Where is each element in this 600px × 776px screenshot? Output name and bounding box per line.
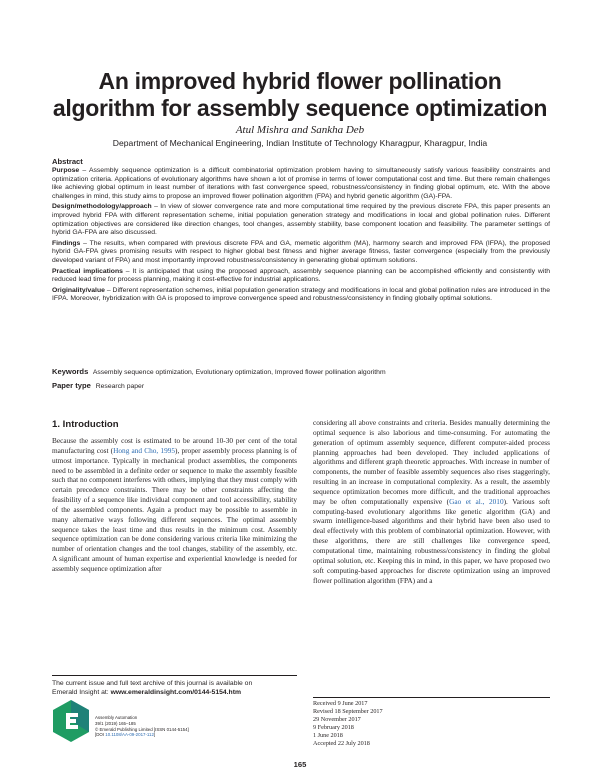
abstract-purpose <box>52 167 550 201</box>
journal-name: Assembly Automation <box>95 715 138 720</box>
section-heading-introduction: 1. Introduction <box>52 419 119 430</box>
keywords-text: Assembly sequence optimization, Evolutionary optimization, Improved flower pollination algorithm <box>92 369 386 376</box>
right-text-part-2: ). Various soft computing-based evolutionary algorithms like genetic algorithm (GA) and swarm intelligence-based algorithms and their hybrid have been also used to deal effectively with this problem of combinatorial optimization. However, with these algorithms, there are still challenges like convergence speed, computational time, maintaining robustness/consistency in finding the global optimal solution, etc. Keeping this in mind, in this paper, we have proposed two soft computing-based approaches for discrete optimization using an improved flower pollination algorithm (FPA) and a <box>313 496 550 585</box>
citation-link[interactable] <box>449 497 504 506</box>
journal-copyright: © Emerald Publishing Limited [ISSN 0144-5154] <box>95 726 189 732</box>
abstract-originality <box>52 287 550 304</box>
findings-label: Findings <box>52 239 81 247</box>
page-number: 165 <box>293 760 307 769</box>
body-column-right <box>313 418 550 585</box>
design-text: – In view of slower convergence rate and more computational time required by the previous discrete FPA, this paper presents an improved hybrid FPA with different representation scheme, initial population generation strategy and modifications in local and global pollination rules. Different optimization objectives are considered like direction changes, tool changes, assembly stability, base component location and feasibility. The parameter settings of hybrid GA-FPA are also discussed. <box>52 203 550 237</box>
paper-type <box>52 381 550 391</box>
abstract-heading: Abstract <box>52 157 83 166</box>
date-line: 9 February 2018 <box>313 724 354 731</box>
article-dates <box>313 697 550 748</box>
design-label: Design/methodology/approach <box>52 203 152 211</box>
right-text-part-1: considering all above constraints and criteria. Besides manually determining the optimal sequence is also laborious and time-consuming. For automating the generation of optimum assembly sequence, different computer-aided process planning approaches had been developed. They included applications of algorithms and different graph theoretic approaches. With increase in number of components, the number of feasible assembly sequences also rises staggeringly, resulting in an increase in computational complexity. As a result, the assembly sequence optimization becomes more difficult, and the traditional approaches may be often computationally expensive ( <box>313 418 550 506</box>
date-line: Received 9 June 2017 <box>313 700 368 707</box>
body-column-left <box>52 436 297 574</box>
abstract-findings <box>52 240 550 266</box>
keywords <box>52 367 550 377</box>
doi-link[interactable]: 10.1108/AA-09-2017-112 <box>105 732 154 738</box>
originality-text: – Different representation schemes, initial population generation strategy and modifications in local and global pollination rules are introduced in the IFPA. Moreover, hybridization with GA is proposed to improve convergence speed and robustness/consistency in finding globally optimal solutions. <box>52 286 550 303</box>
purpose-text: – Assembly sequence optimization is a difficult combinatorial optimization problem having to simultaneously satisfy various feasibility constraints and optimization criteria. Applications of evolutionary algorithms have shown a lot of promise in terms of lower computational cost and time. But there remain challenges like achieving global optimum in least number of iterations with fast convergence speed, robustness/consistency in finding global optimum, etc. With the above challenges in mind, this study aims to propose an improved flower pollination algorithm (FPA) and hybrid genetic algorithm (GA)-FPA. <box>52 167 550 200</box>
archive-footnote <box>52 675 297 697</box>
purpose-label: Purpose <box>52 167 80 174</box>
practical-text: – It is anticipated that using the proposed approach, assembly sequence planning can be accomplished efficiently and consistently with reduced lead time for process planning, making it cost-effective for industrial applications. <box>52 267 550 284</box>
abstract-practical <box>52 268 550 285</box>
date-line: 1 June 2018 <box>313 732 343 739</box>
journal-doi <box>95 732 295 738</box>
citation-text: Gao et al., 2010 <box>449 496 504 506</box>
title-line-1: An improved hybrid flower pollination <box>98 68 502 94</box>
date-line: Accepted 22 July 2018 <box>313 740 370 747</box>
footnote-prefix: Emerald Insight at: <box>52 689 111 696</box>
keywords-label: Keywords <box>52 367 89 376</box>
affiliation: Department of Mechanical Engineering, Indian Institute of Technology Kharagpur, Kharagpur, India <box>112 138 488 148</box>
emerald-logo-icon <box>52 699 90 743</box>
practical-label: Practical implications <box>52 267 123 275</box>
abstract-design <box>52 203 550 237</box>
abstract <box>52 157 550 306</box>
date-line: Revised 18 September 2017 <box>313 708 383 715</box>
citation-link[interactable]: Hong and Cho, 1995 <box>113 445 176 455</box>
paper-type-label: Paper type <box>52 381 91 390</box>
article-title <box>40 68 560 122</box>
findings-text: – The results, when compared with previous discrete FPA and GA, memetic algorithm (MA), harmony search and improved FPA (IFPA), the proposed hybrid GA-FPA gives promising results with respect to higher global best fitness and higher average fitness, faster convergence (especially from the previously developed variant of FPA) and most importantly improved robustness/consistency in generating global optimum solutions. <box>52 239 550 264</box>
intro-text-part-1: Because the assembly cost is estimated to be around 10-30 per cent of the total manufacturing cost ( <box>52 436 297 455</box>
journal-info <box>95 715 295 738</box>
journal-volume: 39/1 (2019) 165–185 <box>95 720 136 726</box>
title-line-2: algorithm for assembly sequence optimization <box>52 95 548 121</box>
footnote-line-1: The current issue and full text archive of this journal is available on <box>52 680 253 687</box>
intro-text-part-2: ), proper assembly process planning is of utmost importance. Typically in mechanical product assemblies, the components need to be assembled in a definite order or sequence to make the assembly feasible such that no component interferes with others, implying that they must comply with certain precedence constraints. There may be other constraints affecting the feasibility of a sequence like individual component and tool accessibility, stability of the assembled components. Again a product may be possible to assemble in many alternative ways following different sequences. The optimal assembly sequence takes the least time and thus results in the minimum cost. Assembly sequence optimization can be done considering various criteria like minimizing the number of orientation changes and the tool changes, stability of the assembly, etc. A significant amount of human expertise and experiential knowledge is needed for assembly sequence optimization after <box>52 445 298 573</box>
doi-suffix: ] <box>153 732 156 738</box>
date-line: 29 November 2017 <box>313 716 361 723</box>
authors: Atul Mishra and Sankha Deb <box>235 124 365 136</box>
journal-url-link[interactable]: www.emeraldinsight.com/0144-5154.htm <box>110 689 242 696</box>
doi-prefix: [DOI <box>95 732 106 738</box>
paper-type-text: Research paper <box>95 383 145 390</box>
footnote-line-2 <box>52 688 297 697</box>
originality-label: Originality/value <box>52 286 105 294</box>
